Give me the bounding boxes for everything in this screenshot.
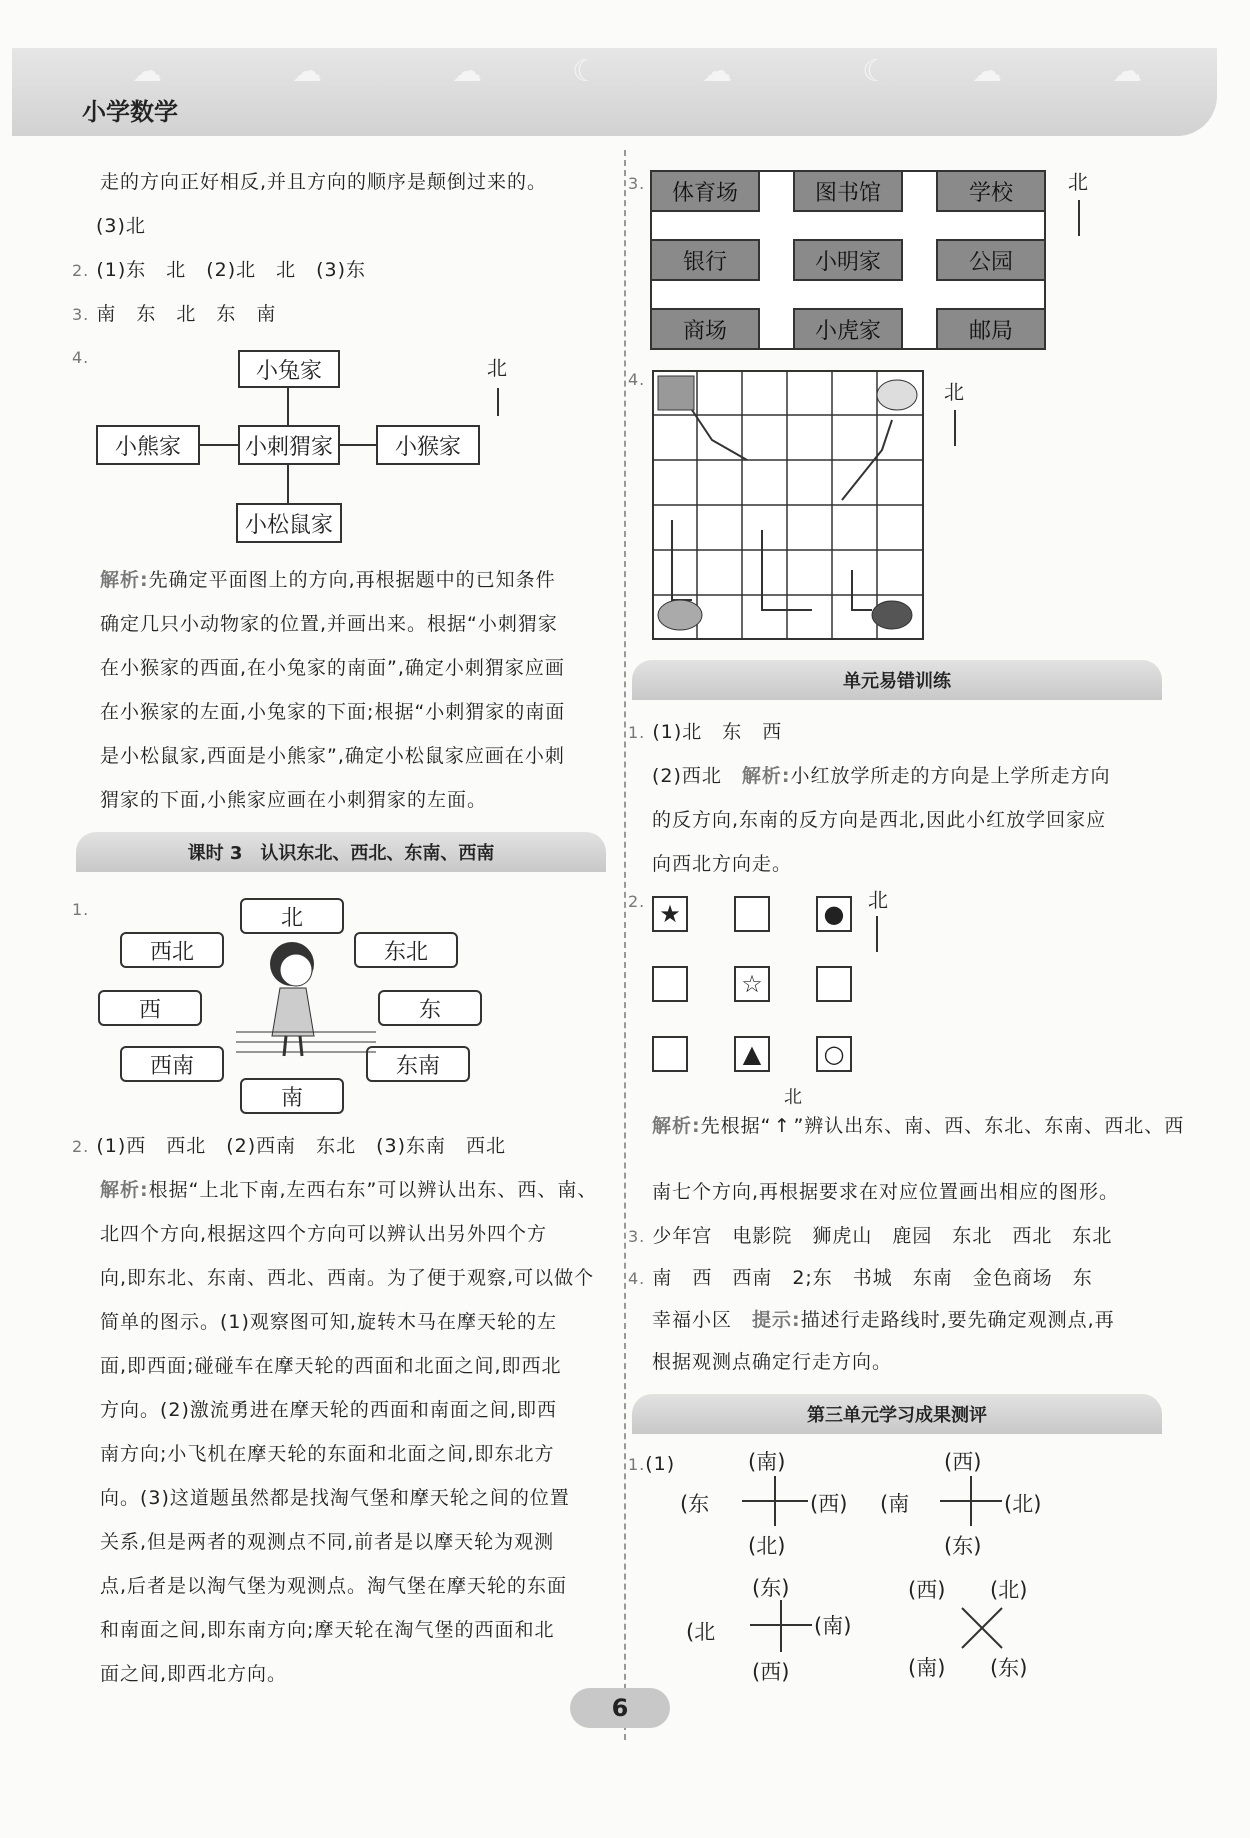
pig-icon xyxy=(658,600,702,630)
map-box-top: 小兔家 xyxy=(238,350,340,388)
map-box-center: 小刺猬家 xyxy=(238,425,340,465)
analysis-line: 和南面之间,即东南方向;摩天轮在淘气堡的西面和北 xyxy=(100,1619,555,1641)
connector xyxy=(338,444,376,446)
cross2-bottom: (东) xyxy=(944,1534,982,1558)
cloud-icon: ☁ xyxy=(972,54,1002,89)
connector xyxy=(287,464,289,504)
cross1-top: (南) xyxy=(748,1450,786,1474)
map-box-left: 小熊家 xyxy=(96,425,200,465)
map-cell: 小明家 xyxy=(793,239,903,281)
grid-star-outline: ☆ xyxy=(734,966,770,1002)
maze-grid xyxy=(652,370,924,640)
grid-star-filled: ★ xyxy=(652,896,688,932)
north-arrow-icon xyxy=(876,916,878,952)
q3-line: 3. 南 东 北 东 南 xyxy=(72,303,277,325)
analysis-line: 面之间,即西北方向。 xyxy=(100,1663,288,1685)
e1-line: 1. (1)北 东 西 xyxy=(628,721,783,743)
dir-northeast: 东北 xyxy=(354,932,458,968)
q2-line: 2. (1)东 北 (2)北 北 (3)东 xyxy=(72,259,367,281)
analysis-line: 关系,但是两者的观测点不同,前者是以摩天轮为观测 xyxy=(100,1531,555,1553)
analysis-line: 点,后者是以淘气堡为观测点。淘气堡在摩天轮的东面 xyxy=(100,1575,568,1597)
text-line: (3)北 xyxy=(96,215,146,237)
text-line: 根据观测点确定行走方向。 xyxy=(652,1351,893,1373)
analysis-line: 在小猴家的西面,在小兔家的南面”,确定小刺猬家应画 xyxy=(100,657,565,679)
x-cross xyxy=(960,1606,1004,1650)
dir-west: 西 xyxy=(98,990,202,1026)
cross1-bottom: (北) xyxy=(748,1534,786,1558)
cross-line xyxy=(970,1476,972,1526)
map-cell: 商场 xyxy=(650,308,760,350)
sheep-icon xyxy=(877,380,917,410)
section-header: 单元易错训练 xyxy=(632,660,1162,700)
dir-south: 南 xyxy=(240,1078,344,1114)
north-arrow-icon: ↑ xyxy=(773,1115,791,1137)
north-arrow-icon xyxy=(1078,200,1080,236)
map-cell: 图书馆 xyxy=(793,170,903,212)
r-q4-number: 4. xyxy=(628,370,646,389)
moon-icon: ☾ xyxy=(572,54,599,89)
grid-triangle-filled: ▲ xyxy=(734,1036,770,1072)
grid-empty xyxy=(652,1036,688,1072)
analysis-line: 向,即东北、东南、西北、西南。为了便于观察,可以做个 xyxy=(100,1267,595,1289)
analysis-line: 南方向;小飞机在摩天轮的东面和北面之间,即东北方 xyxy=(100,1443,555,1465)
dir-east: 东 xyxy=(378,990,482,1026)
map-cell: 学校 xyxy=(936,170,1046,212)
r-q3-number: 3. xyxy=(628,174,646,193)
s1-number: 1. xyxy=(72,900,90,919)
section-header: 课时 3 认识东北、西北、东南、西南 xyxy=(76,832,606,872)
cross3-left: (北 xyxy=(686,1620,716,1644)
map-cell: 体育场 xyxy=(650,170,760,212)
north-label: 北 xyxy=(487,356,508,380)
cross1-right: (西) xyxy=(810,1492,848,1516)
section-header: 第三单元学习成果测评 xyxy=(632,1394,1162,1434)
e2-number: 2. xyxy=(628,892,646,911)
analysis-line: 面,即西面;碰碰车在摩天轮的西面和北面之间,即西北 xyxy=(100,1355,562,1377)
cross4-top-left: (西) xyxy=(908,1578,946,1602)
map-cell: 邮局 xyxy=(936,308,1046,350)
map-cell: 银行 xyxy=(650,239,760,281)
text-line: 向西北方向走。 xyxy=(652,853,793,875)
text-line: 南七个方向,再根据要求在对应位置画出相应的图形。 xyxy=(652,1181,1120,1203)
analysis-line: 解析:根据“上北下南,左西右东”可以辨认出东、西、南、 xyxy=(100,1179,598,1201)
dir-southwest: 西南 xyxy=(120,1046,224,1082)
girl-illustration xyxy=(236,936,376,1076)
map-box-bottom: 小松鼠家 xyxy=(236,503,342,543)
cross2-right: (北) xyxy=(1004,1492,1042,1516)
cloud-icon: ☁ xyxy=(702,54,732,89)
north-label: 北 xyxy=(1068,170,1089,194)
north-label: 北 xyxy=(784,1087,803,1108)
connector xyxy=(287,387,289,427)
grid-circle-outline: ○ xyxy=(816,1036,852,1072)
analysis-line: 在小猴家的左面,小兔家的下面;根据“小刺猬家的南面 xyxy=(100,701,566,723)
cloud-icon: ☁ xyxy=(132,54,162,89)
cross4-top-right: (北) xyxy=(990,1578,1028,1602)
north-arrow-icon xyxy=(954,410,956,446)
page-number: 6 xyxy=(570,1688,670,1728)
text-line: 的反方向,东南的反方向是西北,因此小红放学回家应 xyxy=(652,809,1107,831)
cross4-bottom-right: (东) xyxy=(990,1656,1028,1680)
north-label: 北 xyxy=(868,888,889,912)
e4b-line: 幸福小区 提示:描述行走路线时,要先确定观测点,再 xyxy=(652,1309,1115,1331)
grid-empty xyxy=(816,966,852,1002)
dir-north: 北 xyxy=(240,898,344,934)
e2-analysis: 解析:先根据“ ↑ ”辨认出东、南、西、东北、东南、西北、西 xyxy=(652,1115,1185,1137)
map-cell: 小虎家 xyxy=(793,308,903,350)
cloud-icon: ☁ xyxy=(1112,54,1142,89)
e4-line: 4. 南 西 西南 2;东 书城 东南 金色商场 东 xyxy=(628,1267,1093,1289)
analysis-line: 向。(3)这道题虽然都是找淘气堡和摩天轮之间的位置 xyxy=(100,1487,570,1509)
e3-line: 3. 少年宫 电影院 狮虎山 鹿园 东北 西北 东北 xyxy=(628,1225,1113,1247)
moon-icon: ☾ xyxy=(862,54,889,89)
cross-line xyxy=(780,1600,782,1652)
analysis-line: 解析:先确定平面图上的方向,再根据题中的已知条件 xyxy=(100,569,556,591)
analysis-line: 确定几只小动物家的位置,并画出来。根据“小刺猬家 xyxy=(100,613,558,635)
dir-northwest: 西北 xyxy=(120,932,224,968)
t1-line: 1.(1) xyxy=(628,1453,676,1475)
cloud-icon: ☁ xyxy=(452,54,482,89)
cat-icon xyxy=(658,376,694,410)
cross1-left: (东 xyxy=(680,1492,710,1516)
dog-icon xyxy=(872,601,912,629)
map-box-right: 小猴家 xyxy=(376,425,480,465)
cross-line xyxy=(774,1476,776,1526)
dir-southeast: 东南 xyxy=(366,1046,470,1082)
north-label: 北 xyxy=(944,380,965,404)
cross3-top: (东) xyxy=(752,1576,790,1600)
cross4-bottom-left: (南) xyxy=(908,1656,946,1680)
cross3-bottom: (西) xyxy=(752,1660,790,1684)
grid-empty xyxy=(652,966,688,1002)
book-title: 小学数学 xyxy=(82,98,178,126)
analysis-line: 是小松鼠家,西面是小熊家”,确定小松鼠家应画在小刺 xyxy=(100,745,565,767)
analysis-line: 简单的图示。(1)观察图可知,旋转木马在摩天轮的左 xyxy=(100,1311,557,1333)
cross2-top: (西) xyxy=(944,1450,982,1474)
grid-empty xyxy=(734,896,770,932)
north-arrow-icon xyxy=(497,388,499,416)
analysis-line: 方向。(2)激流勇进在摩天轮的西面和南面之间,即西 xyxy=(100,1399,557,1421)
grid-circle-filled: ● xyxy=(816,896,852,932)
e1b-line: (2)西北 解析:小红放学所走的方向是上学所走方向 xyxy=(652,765,1111,787)
s2-line: 2. (1)西 西北 (2)西南 东北 (3)东南 西北 xyxy=(72,1135,507,1157)
analysis-line: 北四个方向,根据这四个方向可以辨认出另外四个方 xyxy=(100,1223,548,1245)
map-cell: 公园 xyxy=(936,239,1046,281)
cross3-right: (南) xyxy=(814,1614,852,1638)
page-header xyxy=(12,48,1217,136)
cross2-left: (南 xyxy=(880,1492,910,1516)
analysis-line: 猬家的下面,小熊家应画在小刺猬家的左面。 xyxy=(100,789,488,811)
connector xyxy=(200,444,238,446)
cloud-icon: ☁ xyxy=(292,54,322,89)
text-line: 走的方向正好相反,并且方向的顺序是颠倒过来的。 xyxy=(100,171,548,193)
column-divider xyxy=(624,150,626,1740)
q4-number: 4. xyxy=(72,348,90,367)
